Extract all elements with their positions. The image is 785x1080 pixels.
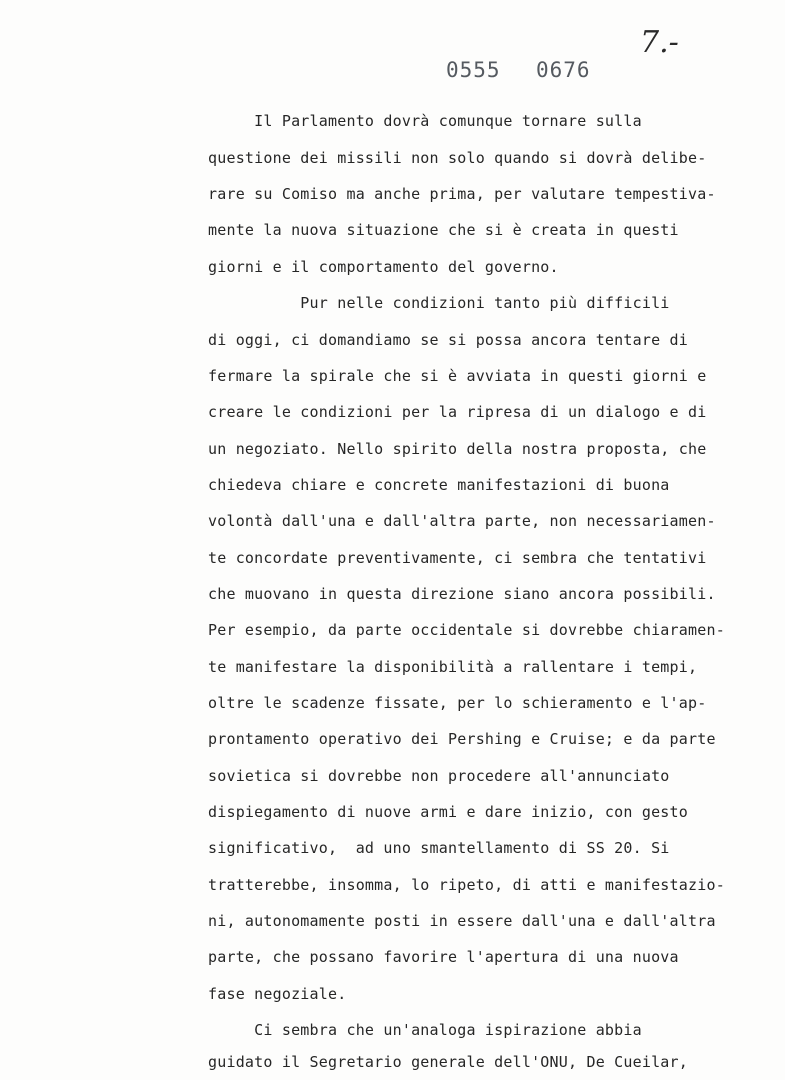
page-number-handwritten: 7.- [640, 25, 679, 60]
text-line: Ci sembra che un'analoga ispirazione abbia [208, 1021, 642, 1039]
text-line: Pur nelle condizioni tanto più difficili [208, 294, 670, 312]
text-line: dispiegamento di nuove armi e dare inizio, con gesto [208, 803, 688, 821]
text-line: chiedeva chiare e concrete manifestazioni di buona [208, 476, 670, 494]
text-line: volontà dall'una e dall'altra parte, non necessariamen- [208, 512, 716, 530]
text-line: te concordate preventivamente, ci sembra che tentativi [208, 549, 707, 567]
text-line: un negoziato. Nello spirito della nostra proposta, che [208, 440, 707, 458]
text-line: tratterebbe, insomma, lo ripeto, di atti e manifestazio- [208, 876, 725, 894]
text-line: parte, che possano favorire l'apertura di una nuova [208, 948, 679, 966]
archive-stamp-left: 0555 [446, 58, 501, 82]
text-line: guidato il Segretario generale dell'ONU, De Cueilar, [208, 1053, 688, 1071]
text-line: significativo, ad uno smantellamento di SS 20. Si [208, 839, 670, 857]
text-line: oltre le scadenze fissate, per lo schieramento e l'ap- [208, 694, 707, 712]
text-line: Per esempio, da parte occidentale si dovrebbe chiaramen- [208, 621, 725, 639]
text-line: rare su Comiso ma anche prima, per valutare tempestiva- [208, 185, 716, 203]
text-line: sovietica si dovrebbe non procedere all'annunciato [208, 767, 670, 785]
text-line: Il Parlamento dovrà comunque tornare sulla [208, 112, 642, 130]
text-line: prontamento operativo dei Pershing e Cruise; e da parte [208, 730, 716, 748]
text-line: di oggi, ci domandiamo se si possa ancora tentare di [208, 331, 688, 349]
text-line: questione dei missili non solo quando si dovrà delibe- [208, 149, 707, 167]
text-line: fermare la spirale che si è avviata in questi giorni e [208, 367, 707, 385]
text-line: fase negoziale. [208, 985, 347, 1003]
text-line: creare le condizioni per la ripresa di un dialogo e di [208, 403, 707, 421]
archive-stamp-right: 0676 [536, 58, 591, 82]
text-line: che muovano in questa direzione siano ancora possibili. [208, 585, 716, 603]
text-line: mente la nuova situazione che si è creata in questi [208, 221, 679, 239]
text-line: giorni e il comportamento del governo. [208, 258, 559, 276]
text-line: ni, autonomamente posti in essere dall'una e dall'altra [208, 912, 716, 930]
text-line: te manifestare la disponibilità a rallentare i tempi, [208, 658, 698, 676]
